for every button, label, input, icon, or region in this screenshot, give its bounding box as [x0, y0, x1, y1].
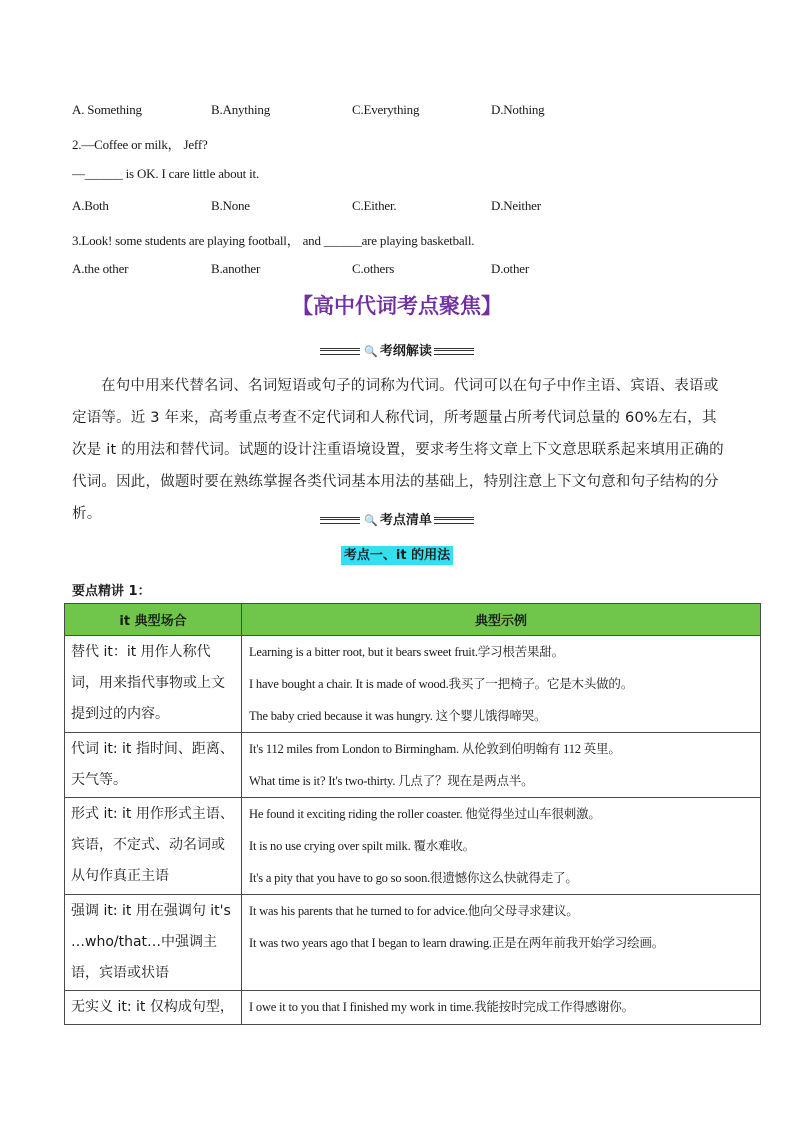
example-line: He found it exciting riding the roller coaster. 他觉得坐过山车很刺激。 [249, 807, 601, 821]
example-line: It is no use crying over spilt milk. 覆水难收。 [249, 839, 475, 853]
case-cell: 替代 it：it 用作人称代词，用来指代事物或上文提到过的内容。 [65, 636, 242, 733]
q1-option-a: A. Something [72, 102, 142, 117]
divider-right [434, 517, 474, 524]
yaodian-label: 要点精讲 1： [72, 584, 151, 599]
q2-option-b: B.None [211, 198, 250, 213]
q2-option-a: A.Both [72, 198, 109, 213]
q2-option-c: C.Either. [352, 198, 397, 213]
example-line: The baby cried because it was hungry. 这个婴儿饿得啼哭。 [249, 709, 547, 723]
table-row [65, 733, 761, 798]
example-cell [242, 636, 761, 733]
case-cell: 无实义 it: it 仅构成句型， [65, 991, 242, 1025]
q1-option-d: D.Nothing [491, 102, 545, 117]
case-cell: 代词 it: it 指时间、距离、天气等。 [65, 733, 242, 798]
magnifier-icon: 🔍 [364, 514, 378, 527]
example-cell [242, 895, 761, 991]
divider-left [320, 348, 360, 355]
section-title: 【高中代词考点聚焦】 [292, 294, 502, 318]
example-line: I have bought a chair. It is made of wood.我买了一把椅子。它是木头做的。 [249, 677, 634, 691]
banner-kaogang [0, 340, 794, 359]
q2-answer-line: —______ is OK. I care little about it. [72, 166, 260, 181]
banner-kaodian-label: 考点清单 [379, 513, 432, 528]
example-cell [242, 991, 761, 1025]
table-row [65, 895, 761, 991]
kaodian-title-text: 考点一、it 的用法 [341, 546, 453, 565]
example-line: Learning is a bitter root, but it bears sweet fruit.学习根苦果甜。 [249, 645, 564, 659]
q1-option-c: C.Everything [352, 102, 420, 117]
table-row [65, 636, 761, 733]
example-line: It's a pity that you have to go so soon.很遗憾你这么快就得走了。 [249, 871, 578, 885]
kaodian-title [0, 544, 794, 563]
table-header-row [65, 604, 761, 636]
q2-stem: 2.—Coffee or milk， Jeff? [72, 137, 208, 152]
table-row [65, 991, 761, 1025]
q3-stem: 3.Look! some students are playing football， and ______are playing basketball. [72, 233, 475, 248]
example-cell [242, 798, 761, 895]
example-line: It was two years ago that I began to learn drawing.正是在两年前我开始学习绘画。 [249, 936, 665, 950]
q3-option-c: C.others [352, 261, 395, 276]
table-row [65, 798, 761, 895]
case-cell: 形式 it: it 用作形式主语、宾语，不定式、动名词或从句作真正主语 [65, 798, 242, 895]
q2-option-d: D.Neither [491, 198, 541, 213]
table-header-example: 典型示例 [242, 604, 761, 636]
q3-option-a: A.the other [72, 261, 129, 276]
intro-paragraph: 在句中用来代替名词、名词短语或句子的词称为代词。代词可以在句子中作主语、宾语、表语或定语等。近 3 年来，高考重点考查不定代词和人称代词，所考题量占所考代词总量的 60%左右，其次是 it 的用法和替代词。试题的设计注重语境设置，要求考生将文章上下文意思联系起来填用正确的代词。因此，做题时要在熟练掌握各类代词基本用法的基础上，特别注意上下文句意和句子结构的分析。 [72, 378, 724, 522]
case-cell: 强调 it: it 用在强调句 it's …who/that…中强调主语，宾语或状语 [65, 895, 242, 991]
example-cell [242, 733, 761, 798]
it-usage-table [64, 603, 761, 1025]
example-line: It's 112 miles from London to Birmingham. 从伦敦到伯明翰有 112 英里。 [249, 742, 621, 756]
table-header-case: it 典型场合 [65, 604, 242, 636]
banner-kaodian [0, 509, 794, 528]
q1-option-b: B.Anything [211, 102, 271, 117]
magnifier-icon: 🔍 [364, 345, 378, 358]
banner-kaogang-label: 考纲解读 [379, 344, 432, 359]
q3-option-d: D.other [491, 261, 529, 276]
q3-option-b: B.another [211, 261, 261, 276]
example-line: What time is it? It's two-thirty. 几点了？现在是两点半。 [249, 774, 534, 788]
example-line: I owe it to you that I finished my work in time.我能按时完成工作得感谢你。 [249, 1000, 634, 1014]
divider-right [434, 348, 474, 355]
divider-left [320, 517, 360, 524]
example-line: It was his parents that he turned to for advice.他向父母寻求建议。 [249, 904, 579, 918]
